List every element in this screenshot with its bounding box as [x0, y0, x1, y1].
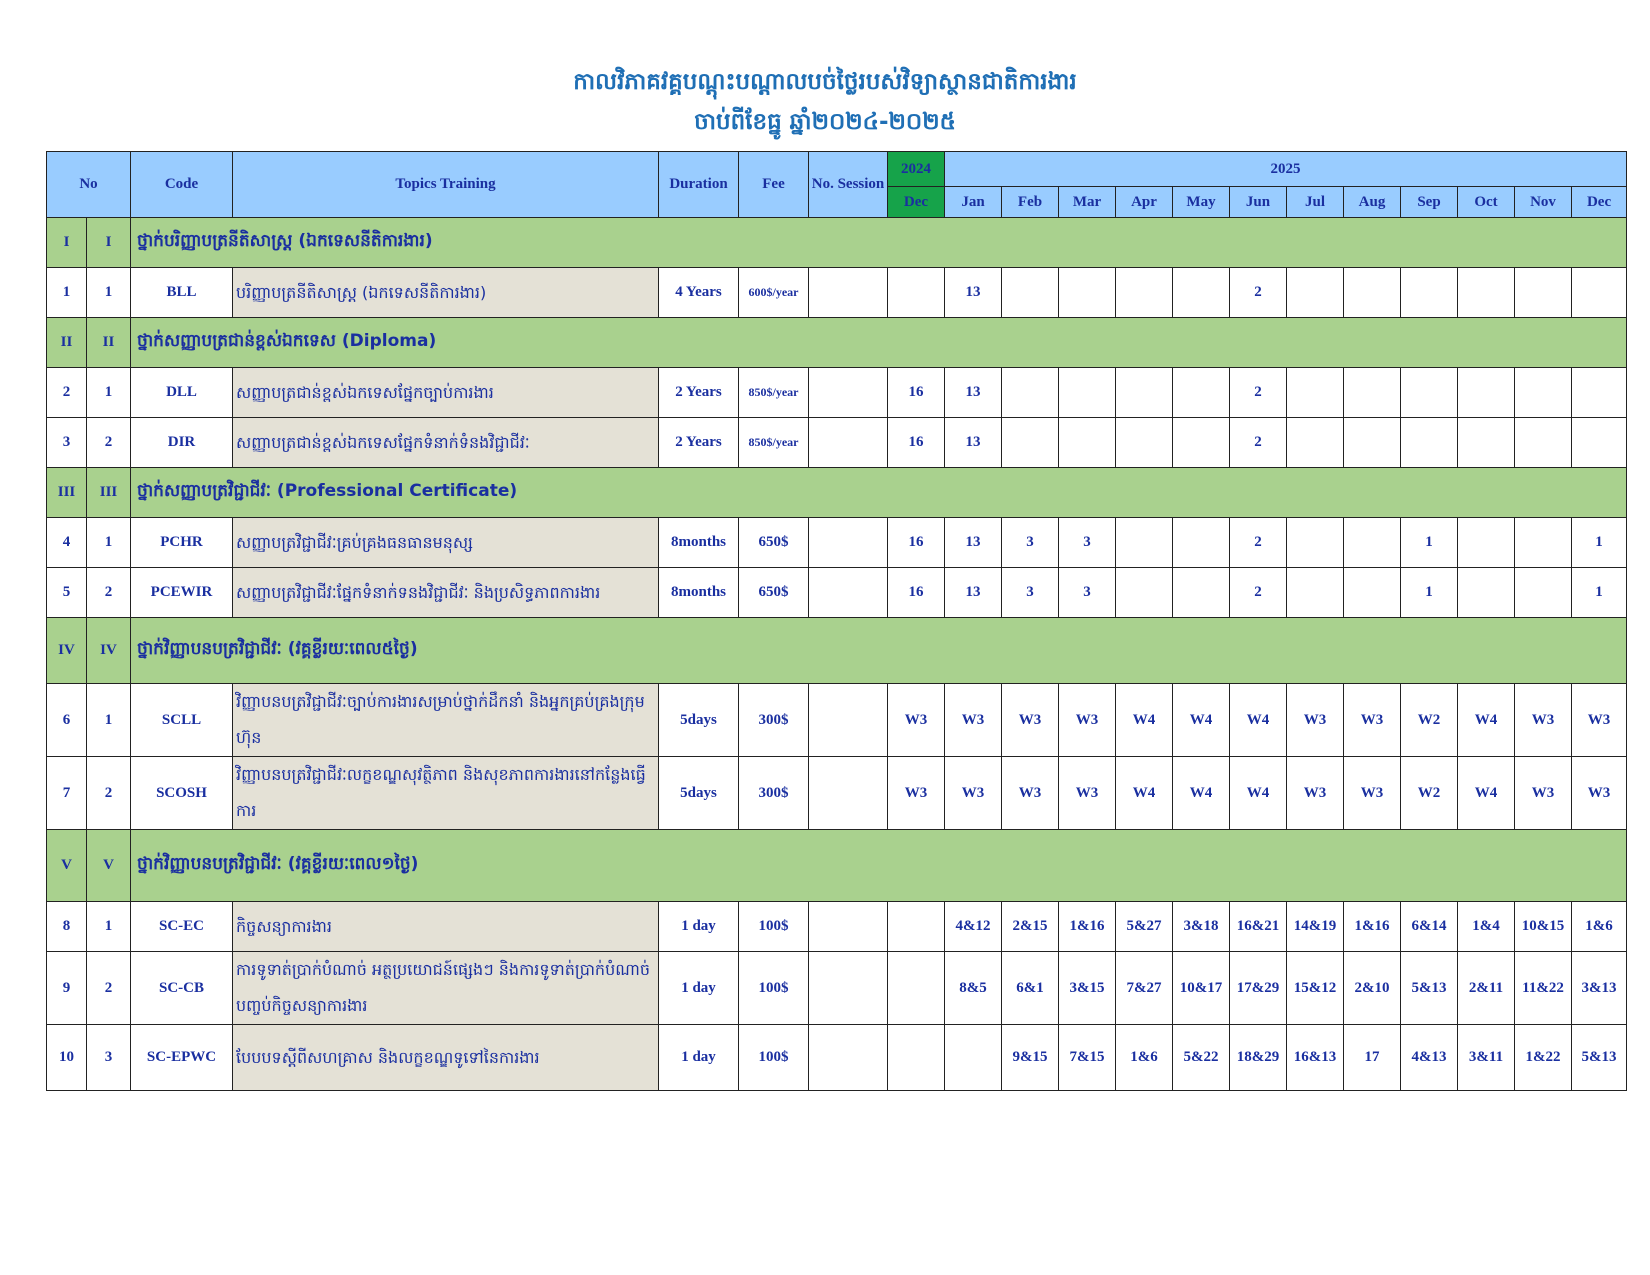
month-cell: 16&13	[1287, 1025, 1344, 1091]
month-cell	[1515, 268, 1572, 318]
header-month: Dec	[888, 187, 945, 218]
course-fee: 300$	[739, 757, 809, 830]
month-cell: W4	[1458, 684, 1515, 757]
month-cell: 3&11	[1458, 1025, 1515, 1091]
section-row	[47, 218, 1627, 268]
course-session	[809, 902, 888, 952]
section-number: IV	[47, 618, 87, 684]
month-cell: 1&4	[1458, 902, 1515, 952]
row-number: 1	[47, 268, 87, 318]
month-cell	[1173, 268, 1230, 318]
month-cell	[1458, 268, 1515, 318]
course-duration: 2 Years	[659, 368, 739, 418]
month-cell: 2	[1230, 368, 1287, 418]
header-month: Sep	[1401, 187, 1458, 218]
course-session	[809, 757, 888, 830]
course-topic: សញ្ញាបត្រវិជ្ជាជីវៈផ្នែកទំនាក់ទនងវិជ្ជាជីវៈ និងប្រសិទ្ធភាពការងារ	[233, 568, 659, 618]
month-cell: 17&29	[1230, 952, 1287, 1025]
table-row	[47, 952, 1627, 1025]
section-title: ថ្នាក់សញ្ញាបត្រជាន់ខ្ពស់ឯកទេស (Diploma)	[131, 318, 1627, 368]
course-topic: សញ្ញាបត្រជាន់ខ្ពស់ឯកទេសផ្នែកទំនាក់ទំនងវិជ្ជាជីវៈ	[233, 418, 659, 468]
month-cell: 5&22	[1173, 1025, 1230, 1091]
course-duration: 5days	[659, 757, 739, 830]
row-number: 5	[47, 568, 87, 618]
month-cell: W3	[1515, 684, 1572, 757]
course-fee: 300$	[739, 684, 809, 757]
month-cell: W3	[1287, 684, 1344, 757]
month-cell	[1572, 368, 1627, 418]
table-row	[47, 568, 1627, 618]
header-month: Apr	[1116, 187, 1173, 218]
month-cell: W3	[1059, 757, 1116, 830]
month-cell	[1515, 518, 1572, 568]
row-index: 2	[87, 757, 131, 830]
month-cell: 16	[888, 368, 945, 418]
section-title: ថ្នាក់វិញ្ញាបនបត្រវិជ្ជាជីវៈ (វគ្គខ្លីរយៈពេល១ថ្ងៃ)	[131, 830, 1627, 902]
section-index: II	[87, 318, 131, 368]
row-index: 1	[87, 684, 131, 757]
section-index: I	[87, 218, 131, 268]
header-month: Mar	[1059, 187, 1116, 218]
month-cell: W4	[1116, 684, 1173, 757]
month-cell	[1059, 418, 1116, 468]
course-session	[809, 518, 888, 568]
row-number: 10	[47, 1025, 87, 1091]
course-fee: 850$/year	[739, 418, 809, 468]
course-code: PCHR	[131, 518, 233, 568]
month-cell: 10&17	[1173, 952, 1230, 1025]
course-fee: 100$	[739, 1025, 809, 1091]
course-code: DLL	[131, 368, 233, 418]
month-cell: 2	[1230, 418, 1287, 468]
course-session	[809, 368, 888, 418]
month-cell	[1458, 418, 1515, 468]
section-number: V	[47, 830, 87, 902]
section-number: III	[47, 468, 87, 518]
month-cell	[1287, 418, 1344, 468]
month-cell: 1&22	[1515, 1025, 1572, 1091]
month-cell: 16	[888, 418, 945, 468]
course-topic: សញ្ញាបត្រជាន់ខ្ពស់ឯកទេសផ្នែកច្បាប់ការងារ	[233, 368, 659, 418]
month-cell: W4	[1230, 684, 1287, 757]
header-year-2024: 2024	[888, 152, 945, 187]
page-title: កាលវិភាគវគ្គបណ្តុះបណ្តាលបច់ថ្លៃរបស់វិទ្យាស្ថានជាតិការងារ	[573, 69, 1077, 95]
month-cell: W3	[1344, 684, 1401, 757]
month-cell	[1116, 518, 1173, 568]
course-duration: 4 Years	[659, 268, 739, 318]
month-cell	[1002, 268, 1059, 318]
month-cell: 18&29	[1230, 1025, 1287, 1091]
header-code: Code	[131, 152, 233, 218]
month-cell	[888, 1025, 945, 1091]
section-title: ថ្នាក់វិញ្ញាបនបត្រវិជ្ជាជីវៈ (វគ្គខ្លីរយៈពេល៥ថ្ងៃ)	[131, 618, 1627, 684]
month-cell	[1401, 418, 1458, 468]
course-session	[809, 418, 888, 468]
month-cell: 1	[1572, 518, 1627, 568]
course-code: BLL	[131, 268, 233, 318]
month-cell: 16&21	[1230, 902, 1287, 952]
month-cell: W4	[1458, 757, 1515, 830]
section-title: ថ្នាក់សញ្ញាបត្រវិជ្ជាជីវៈ (Professional Certificate)	[131, 468, 1627, 518]
header-duration: Duration	[659, 152, 739, 218]
row-number: 7	[47, 757, 87, 830]
month-cell: 1	[1401, 568, 1458, 618]
month-cell: 6&14	[1401, 902, 1458, 952]
section-row	[47, 830, 1627, 902]
month-cell	[1344, 268, 1401, 318]
course-duration: 1 day	[659, 902, 739, 952]
section-number: I	[47, 218, 87, 268]
course-duration: 2 Years	[659, 418, 739, 468]
course-code: SCLL	[131, 684, 233, 757]
page-subtitle: ចាប់ពីខែធ្នូ ឆ្នាំ២០២៤-២០២៥	[694, 109, 956, 135]
course-topic: ការទូទាត់ប្រាក់បំណាច់ អត្ថប្រយោជន៍ផ្សេងៗ និងការទូទាត់ប្រាក់បំណាច់បញ្ចប់កិច្ចសន្យាការងារ	[233, 952, 659, 1025]
row-index: 1	[87, 518, 131, 568]
month-cell: W3	[1002, 757, 1059, 830]
month-cell: 3&18	[1173, 902, 1230, 952]
row-index: 1	[87, 368, 131, 418]
month-cell: 2	[1230, 568, 1287, 618]
month-cell: 1	[1401, 518, 1458, 568]
course-code: SCOSH	[131, 757, 233, 830]
month-cell: 3	[1059, 518, 1116, 568]
header-month: Jun	[1230, 187, 1287, 218]
month-cell	[1401, 268, 1458, 318]
section-index: III	[87, 468, 131, 518]
month-cell	[1116, 268, 1173, 318]
header-month: Feb	[1002, 187, 1059, 218]
section-row	[47, 618, 1627, 684]
course-topic: សញ្ញាបត្រវិជ្ជាជីវៈគ្រប់គ្រងធនធានមនុស្ស	[233, 518, 659, 568]
month-cell	[945, 1025, 1002, 1091]
month-cell: W3	[888, 684, 945, 757]
table-row	[47, 757, 1627, 830]
course-fee: 100$	[739, 902, 809, 952]
month-cell: W2	[1401, 757, 1458, 830]
header-no: No	[47, 152, 131, 218]
course-topic: កិច្ចសន្យាការងារ	[233, 902, 659, 952]
course-fee: 850$/year	[739, 368, 809, 418]
month-cell: 1&16	[1059, 902, 1116, 952]
course-session	[809, 952, 888, 1025]
table-row	[47, 518, 1627, 568]
row-index: 2	[87, 568, 131, 618]
month-cell	[1173, 568, 1230, 618]
row-number: 6	[47, 684, 87, 757]
month-cell: 16	[888, 568, 945, 618]
month-cell: 9&15	[1002, 1025, 1059, 1091]
course-duration: 1 day	[659, 952, 739, 1025]
month-cell: W3	[888, 757, 945, 830]
course-code: DIR	[131, 418, 233, 468]
month-cell: 6&1	[1002, 952, 1059, 1025]
month-cell: 4&12	[945, 902, 1002, 952]
month-cell: 13	[945, 268, 1002, 318]
header-month: Jul	[1287, 187, 1344, 218]
month-cell	[1344, 418, 1401, 468]
month-cell	[1344, 368, 1401, 418]
month-cell: 13	[945, 568, 1002, 618]
row-number: 3	[47, 418, 87, 468]
table-row	[47, 684, 1627, 757]
month-cell	[1572, 268, 1627, 318]
month-cell: 8&5	[945, 952, 1002, 1025]
header-month: Jan	[945, 187, 1002, 218]
month-cell	[1173, 518, 1230, 568]
month-cell	[1572, 418, 1627, 468]
month-cell	[1515, 418, 1572, 468]
month-cell: W3	[1344, 757, 1401, 830]
month-cell	[1173, 418, 1230, 468]
month-cell: W3	[1002, 684, 1059, 757]
course-duration: 8months	[659, 518, 739, 568]
table-row	[47, 268, 1627, 318]
month-cell	[888, 902, 945, 952]
header-year-2025: 2025	[945, 152, 1627, 187]
month-cell: 15&12	[1287, 952, 1344, 1025]
month-cell: 5&13	[1401, 952, 1458, 1025]
course-code: SC-CB	[131, 952, 233, 1025]
month-cell	[1287, 368, 1344, 418]
month-cell	[1458, 368, 1515, 418]
month-cell	[1344, 518, 1401, 568]
month-cell	[1116, 418, 1173, 468]
section-index: V	[87, 830, 131, 902]
month-cell: 1	[1572, 568, 1627, 618]
header-month: Dec	[1572, 187, 1627, 218]
course-duration: 5days	[659, 684, 739, 757]
month-cell	[1458, 518, 1515, 568]
course-session	[809, 1025, 888, 1091]
month-cell	[1287, 268, 1344, 318]
month-cell: 13	[945, 518, 1002, 568]
row-index: 3	[87, 1025, 131, 1091]
table-row	[47, 902, 1627, 952]
row-number: 4	[47, 518, 87, 568]
month-cell: 2&15	[1002, 902, 1059, 952]
month-cell: 13	[945, 418, 1002, 468]
month-cell	[1515, 568, 1572, 618]
month-cell: 2	[1230, 518, 1287, 568]
month-cell: W4	[1173, 684, 1230, 757]
course-session	[809, 684, 888, 757]
header-fee: Fee	[739, 152, 809, 218]
month-cell	[888, 952, 945, 1025]
course-fee: 650$	[739, 518, 809, 568]
month-cell	[1002, 368, 1059, 418]
month-cell	[1002, 418, 1059, 468]
section-title: ថ្នាក់បរិញ្ញាបត្រនីតិសាស្ត្រ (ឯកទេសនីតិការងារ)	[131, 218, 1627, 268]
course-duration: 1 day	[659, 1025, 739, 1091]
course-topic: បរិញ្ញាបត្រនីតិសាស្ត្រ (ឯកទេសនីតិការងារ)	[233, 268, 659, 318]
month-cell: 3	[1002, 568, 1059, 618]
month-cell: 2&10	[1344, 952, 1401, 1025]
month-cell: W3	[1059, 684, 1116, 757]
month-cell: 1&6	[1572, 902, 1627, 952]
month-cell	[888, 268, 945, 318]
row-number: 8	[47, 902, 87, 952]
row-index: 1	[87, 268, 131, 318]
month-cell: 4&13	[1401, 1025, 1458, 1091]
month-cell: 10&15	[1515, 902, 1572, 952]
course-fee: 650$	[739, 568, 809, 618]
month-cell: 14&19	[1287, 902, 1344, 952]
course-session	[809, 268, 888, 318]
course-topic: វិញ្ញាបនបត្រវិជ្ជាជីវៈលក្ខខណ្ឌសុវត្ថិភាព និងសុខភាពការងារនៅកន្លែងធ្វើការ	[233, 757, 659, 830]
row-index: 2	[87, 418, 131, 468]
month-cell	[1173, 368, 1230, 418]
month-cell: 13	[945, 368, 1002, 418]
month-cell: 7&27	[1116, 952, 1173, 1025]
month-cell	[1287, 518, 1344, 568]
section-number: II	[47, 318, 87, 368]
table-row	[47, 368, 1627, 418]
header-month: Nov	[1515, 187, 1572, 218]
month-cell: 16	[888, 518, 945, 568]
month-cell: W2	[1401, 684, 1458, 757]
course-fee: 100$	[739, 952, 809, 1025]
month-cell: 3	[1002, 518, 1059, 568]
row-index: 1	[87, 902, 131, 952]
course-topic: វិញ្ញាបនបត្រវិជ្ជាជីវៈច្បាប់ការងារសម្រាប់ថ្នាក់ដឹកនាំ និងអ្នកគ្រប់គ្រងក្រុមហ៊ុន	[233, 684, 659, 757]
section-row	[47, 318, 1627, 368]
month-cell	[1401, 368, 1458, 418]
month-cell	[1059, 268, 1116, 318]
header-month: May	[1173, 187, 1230, 218]
header-month: Aug	[1344, 187, 1401, 218]
month-cell: W3	[1287, 757, 1344, 830]
section-row	[47, 468, 1627, 518]
section-index: IV	[87, 618, 131, 684]
month-cell	[1059, 368, 1116, 418]
month-cell: W4	[1116, 757, 1173, 830]
month-cell: 5&27	[1116, 902, 1173, 952]
month-cell: W3	[945, 757, 1002, 830]
month-cell: 2	[1230, 268, 1287, 318]
month-cell: 5&13	[1572, 1025, 1627, 1091]
month-cell	[1116, 368, 1173, 418]
row-number: 2	[47, 368, 87, 418]
course-fee: 600$/year	[739, 268, 809, 318]
table-row	[47, 1025, 1627, 1091]
header-month: Oct	[1458, 187, 1515, 218]
table-row	[47, 418, 1627, 468]
row-number: 9	[47, 952, 87, 1025]
month-cell: W3	[1572, 684, 1627, 757]
course-duration: 8months	[659, 568, 739, 618]
month-cell: W3	[945, 684, 1002, 757]
month-cell	[1458, 568, 1515, 618]
month-cell: W4	[1230, 757, 1287, 830]
month-cell: W4	[1173, 757, 1230, 830]
month-cell	[1515, 368, 1572, 418]
schedule-table	[46, 151, 1627, 1091]
month-cell	[1116, 568, 1173, 618]
month-cell: W3	[1572, 757, 1627, 830]
course-session	[809, 568, 888, 618]
month-cell: 3&13	[1572, 952, 1627, 1025]
month-cell: W3	[1515, 757, 1572, 830]
course-code: SC-EPWC	[131, 1025, 233, 1091]
course-code: SC-EC	[131, 902, 233, 952]
month-cell: 17	[1344, 1025, 1401, 1091]
month-cell: 1&16	[1344, 902, 1401, 952]
month-cell: 11&22	[1515, 952, 1572, 1025]
month-cell	[1287, 568, 1344, 618]
month-cell: 3	[1059, 568, 1116, 618]
header-topics: Topics Training	[233, 152, 659, 218]
month-cell	[1344, 568, 1401, 618]
month-cell: 3&15	[1059, 952, 1116, 1025]
month-cell: 2&11	[1458, 952, 1515, 1025]
row-index: 2	[87, 952, 131, 1025]
course-code: PCEWIR	[131, 568, 233, 618]
header-session: No. Session	[809, 152, 888, 218]
month-cell: 7&15	[1059, 1025, 1116, 1091]
course-topic: បែបបទស្ដីពីសហគ្រាស និងលក្ខខណ្ឌទូទៅនៃការងារ	[233, 1025, 659, 1091]
month-cell: 1&6	[1116, 1025, 1173, 1091]
